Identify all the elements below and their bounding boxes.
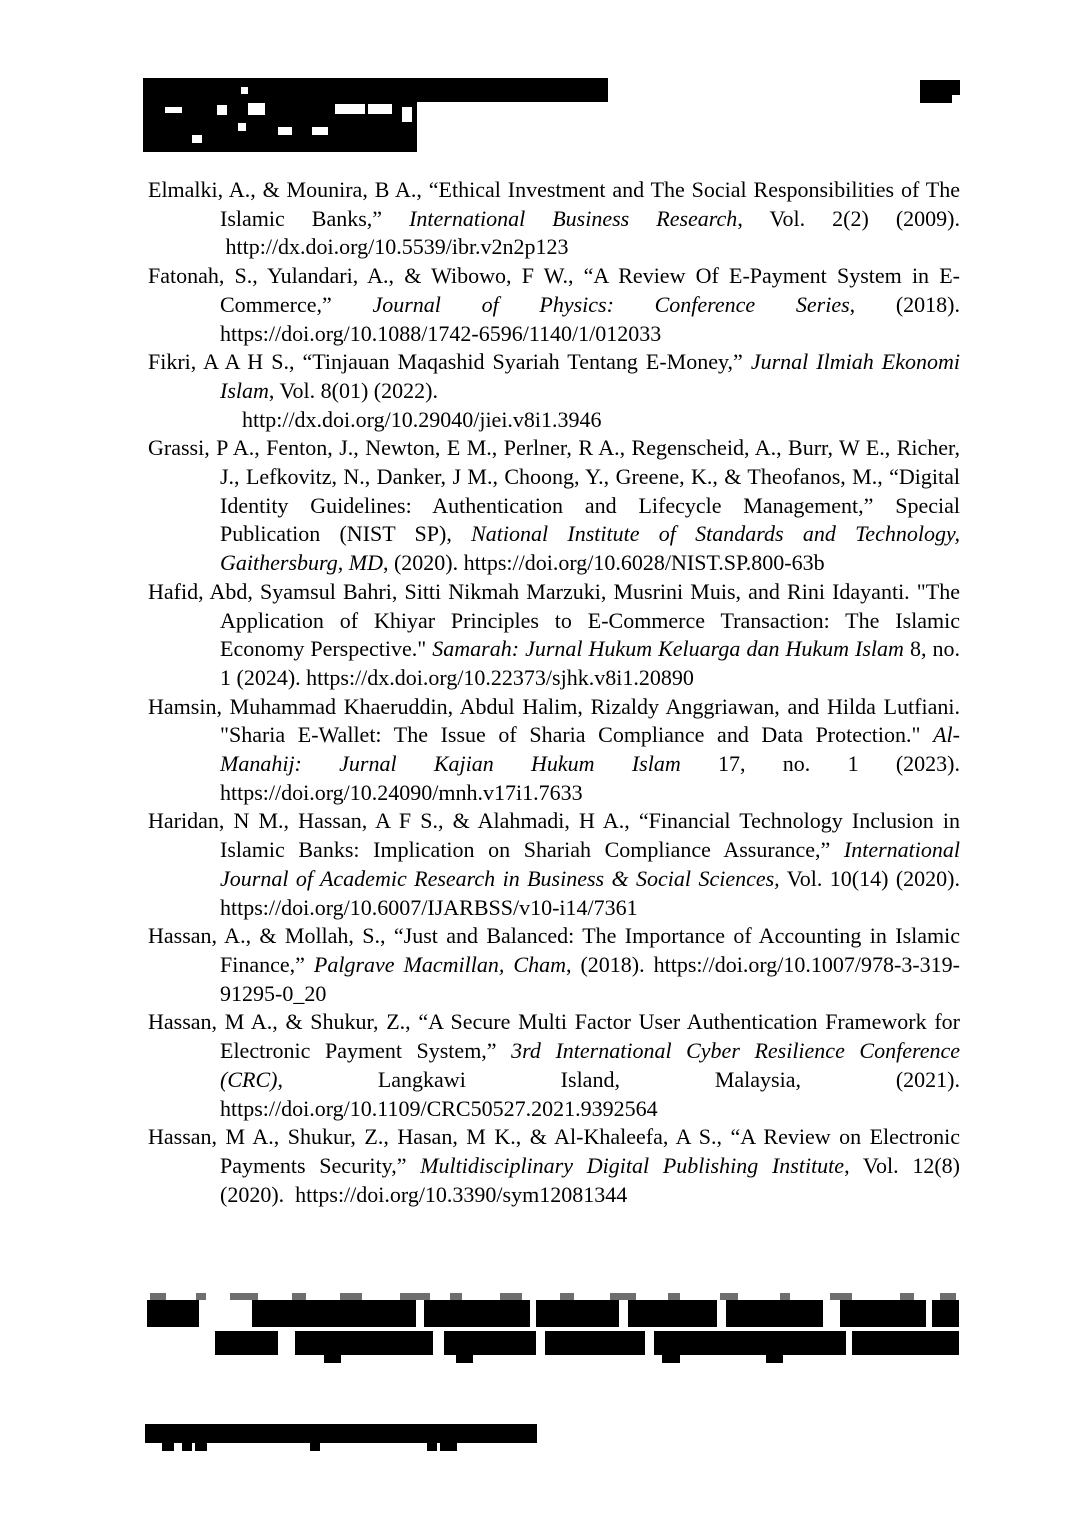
redaction-bar — [920, 80, 960, 95]
redaction-fragment — [400, 1293, 430, 1300]
redaction-bar — [766, 1355, 783, 1363]
reference-journal-title: Palgrave Macmillan, Cham — [313, 951, 566, 977]
reference-text-run: Vol. 10(14) (2020). https://doi.org/10.6007/IJARBSS/v10-i14/7361 — [220, 865, 960, 920]
reference-entry — [148, 348, 960, 434]
reference-text-run: , (2018). https://doi.org/10.1007/978-3-319-91295-0_20 — [220, 951, 960, 1006]
reference-text-run: Hassan, A., & Mollah, S., “Just and Balanced: The Importance of Accounting in Islamic Finance,” — [148, 923, 960, 977]
redaction-bar — [536, 1300, 619, 1327]
redaction-gap — [238, 123, 246, 131]
reference-entry — [148, 1008, 960, 1123]
redaction-gap — [335, 104, 365, 114]
reference-text-run: 8, no. 1 (2024). https://dx.doi.org/10.22373/sjhk.v8i1.20890 — [220, 636, 960, 690]
reference-journal-title: International Business Research — [409, 205, 738, 231]
reference-text-run: Hamsin, Muhammad Khaeruddin, Abdul Halim, Rizaldy Anggriawan, and Hilda Lutfiani. "Sharia E-Wallet: The Issue of Sharia Compliance and Data Protection." — [148, 693, 960, 748]
reference-text-run: , Vol. 8(01) (2022). — [268, 377, 438, 403]
redaction-bar — [628, 1300, 717, 1327]
redaction-fragment — [668, 1293, 680, 1300]
reference-entry — [148, 262, 960, 348]
reference-text-run: , (2018). https://doi.org/10.1088/1742-6596/1140/1/012033 — [220, 291, 960, 346]
redaction-bar — [145, 1424, 537, 1443]
redaction-gap — [402, 107, 412, 122]
redaction-gap — [278, 127, 292, 135]
redaction-bar — [726, 1300, 823, 1327]
reference-journal-title: 3rd International Cyber Resilience Conference (CRC) — [220, 1038, 960, 1092]
redaction-bar — [295, 1331, 433, 1355]
redaction-fragment — [900, 1293, 914, 1300]
redaction-fragment — [610, 1293, 636, 1300]
redaction-fragment — [780, 1293, 790, 1300]
redaction-gap — [192, 135, 202, 143]
reference-journal-title: International Journal of Academic Research in Business & Social Sciences, — [220, 837, 960, 891]
reference-text-run: , Vol. 12(8) (2020). https://doi.org/10.3390/sym12081344 — [220, 1152, 961, 1207]
reference-entry — [148, 1123, 960, 1209]
redaction-bar — [545, 1331, 645, 1355]
reference-text-run: Hassan, M A., Shukur, Z., Hasan, M K., & Al-Khaleefa, A S., “A Review on Electronic Payments Security,” — [148, 1124, 960, 1178]
reference-text-run: , Langkawi Island, Malaysia, (2021). https://doi.org/10.1109/CRC50527.2021.9392564 — [220, 1066, 960, 1121]
redaction-fragment — [830, 1293, 852, 1300]
redaction-gap — [248, 103, 265, 115]
redaction-fragment — [560, 1293, 574, 1300]
reference-entry — [148, 176, 960, 262]
reference-entry — [148, 578, 960, 693]
redaction-bar — [662, 1355, 680, 1363]
reference-text-run: , (2020). https://doi.org/10.6028/NIST.SP.800-63b — [382, 550, 825, 576]
redaction-gap — [165, 107, 182, 113]
reference-text-run: Fikri, A A H S., “Tinjauan Maqashid Syariah Tentang E-Money,” — [148, 349, 751, 375]
reference-entry — [148, 434, 960, 578]
reference-list — [148, 176, 960, 1209]
redaction-bar — [840, 1300, 926, 1327]
redaction-bar — [852, 1331, 959, 1355]
redaction-bar — [932, 1300, 959, 1327]
reference-journal-title: Journal of Physics: Conference Series — [372, 291, 850, 317]
reference-entry — [148, 693, 960, 808]
reference-text-run: Grassi, P A., Fenton, J., Newton, E M., Perlner, R A., Regenscheid, A., Burr, W E., Richer, J., Lefkovitz, N., Danker, J M., Choong, Y., Greene, K., & Theofanos, M., “Digital Identity Guidelines: Authentication and Lifecycle Management,” Special Publication (NIST SP), — [148, 435, 960, 547]
redaction-bar — [920, 95, 952, 103]
redaction-bar — [444, 1331, 536, 1355]
redaction-bar — [424, 1300, 530, 1327]
redaction-fragment — [230, 1293, 258, 1300]
reference-journal-title: Al-Manahij: Jurnal Kajian Hukum Islam — [220, 722, 960, 777]
redaction-fragment — [940, 1293, 956, 1300]
redaction-bar — [440, 1443, 457, 1451]
redaction-bar — [252, 1300, 416, 1327]
reference-text-run: Hassan, M A., & Shukur, Z., “A Secure Multi Factor User Authentication Framework for Electronic Payment System,” — [148, 1009, 960, 1064]
redaction-bar — [654, 1331, 846, 1355]
redaction-fragment — [720, 1293, 738, 1300]
reference-text-run: Fatonah, S., Yulandari, A., & Wibowo, F W., “A Review Of E-Payment System in E-Commerce,” — [148, 263, 960, 317]
redaction-gap — [312, 127, 328, 135]
redaction-bar — [143, 78, 608, 102]
redaction-fragment — [340, 1293, 362, 1300]
redaction-bar — [215, 1331, 278, 1355]
reference-journal-title: Jurnal Ilmiah Ekonomi Islam — [220, 349, 960, 403]
redaction-bar — [147, 1300, 199, 1327]
redaction-bar — [195, 1443, 207, 1451]
redaction-bar — [456, 1355, 473, 1363]
redaction-bar — [427, 1443, 437, 1451]
reference-entry — [148, 922, 960, 1008]
redaction-bar — [310, 1443, 320, 1451]
redaction-bar — [162, 1443, 174, 1451]
reference-journal-title: Multidisciplinary Digital Publishing Institute — [420, 1152, 845, 1178]
reference-journal-title: Samarah: Jurnal Hukum Keluarga dan Hukum Islam — [432, 636, 904, 662]
reference-entry — [148, 807, 960, 922]
reference-text-run: http://dx.doi.org/10.29040/jiei.v8i1.3946 — [220, 406, 602, 432]
reference-text-run: , Vol. 2(2) (2009). http://dx.doi.org/10.5539/ibr.v2n2p123 — [220, 205, 960, 260]
redaction-fragment — [196, 1293, 206, 1300]
redaction-fragment — [292, 1293, 306, 1300]
reference-text-run: Hafid, Abd, Syamsul Bahri, Sitti Nikmah Marzuki, Musrini Muis, and Rini Idayanti. "The Application of Khiyar Principles to E-Commerce Transaction: The Islamic Economy Perspective." — [148, 578, 960, 662]
redaction-bar — [324, 1355, 341, 1363]
reference-text-run: Haridan, N M., Hassan, A F S., & Alahmadi, H A., “Financial Technology Inclusion in Islamic Banks: Implication on Shariah Compliance Assurance,” — [148, 808, 960, 863]
redaction-fragment — [450, 1293, 462, 1300]
reference-journal-title: National Institute of Standards and Technology, Gaithersburg, MD — [220, 521, 960, 576]
redaction-gap — [241, 87, 248, 94]
redaction-gap — [368, 104, 392, 114]
redaction-fragment — [150, 1293, 166, 1300]
reference-text-run: Elmalki, A., & Mounira, B A., “Ethical Investment and The Social Responsibilities of The Islamic Banks,” — [148, 177, 960, 231]
redaction-gap — [217, 105, 227, 115]
redaction-bar — [182, 1443, 192, 1451]
redaction-fragment — [500, 1293, 522, 1300]
reference-text-run: 17, no. 1 (2023). https://doi.org/10.24090/mnh.v17i1.7633 — [220, 751, 960, 805]
